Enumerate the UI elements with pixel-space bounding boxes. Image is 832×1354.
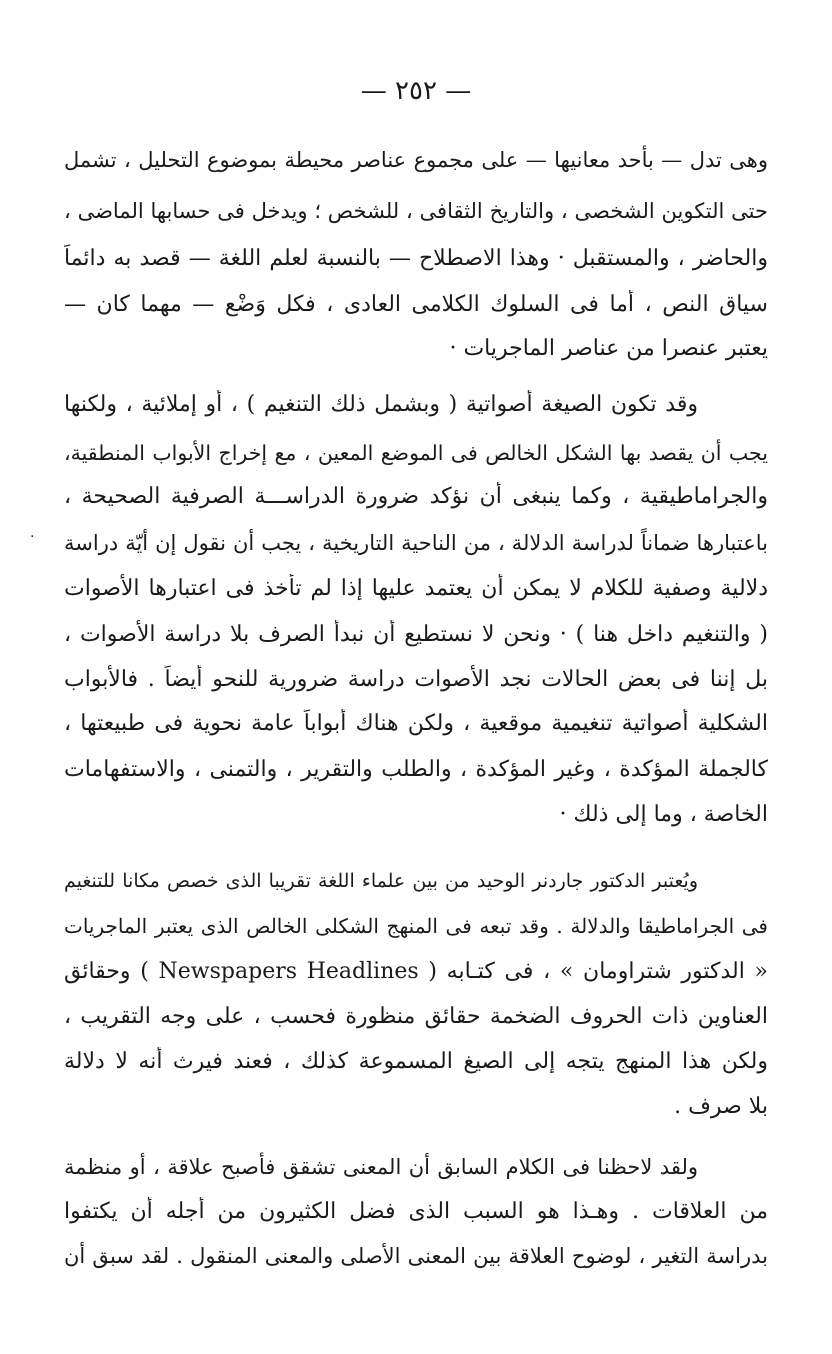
paragraph-3-line-3: « الدكتور شتراومان » ، فى كتـابه ( Newspapers Headlines ) وحقائق (64, 959, 768, 984)
paragraph-2-line-1: وقد تكون الصيغة أصواتية ( وبشمل ذلك التنغيم ) ، أو إملائية ، ولكنها (64, 392, 698, 417)
paragraph-4-line-3: بدراسة التغير ، لوضوح العلاقة بين المعنى الأصلى والمعنى المنقول . لقد سبق أن (64, 1244, 768, 1268)
page-number: — ٢٥٢ — (360, 76, 472, 106)
paragraph-3-line-4: العناوين ذات الحروف الضخمة حقائق منظورة فحسب ، على وجه التقريب ، (64, 1004, 768, 1029)
paragraph-2-line-7: بل إننا فى بعض الحالات نجد الأصوات دراسة ضرورية للنحو أيضاً . فالأبواب (64, 667, 768, 692)
paragraph-2-line-8: الشكلية أصواتية تنغيمية موقعية ، ولكن هناك أبواباً عامة نحوية فى طبيعتها ، (64, 711, 768, 736)
paragraph-3-line-1: ويُعتبر الدكتور جاردنر الوحيد من بين علماء اللغة تقريبا الذى خصص مكانا للتنغيم (64, 870, 698, 892)
paragraph-2-line-9: كالجملة المؤكدة ، وغير المؤكدة ، والطلب والتقرير ، والتمنى ، والاستفهامات (64, 757, 768, 782)
paragraph-1-line-4: سياق النص ، أما فى السلوك الكلامى العادى ، فكل وَضْع — مهما كان — (64, 292, 768, 317)
paragraph-2-line-4: باعتبارها ضماناً لدراسة الدلالة ، من الناحية التاريخية ، يجب أن نقول إن أيّة دراسة (64, 531, 768, 555)
paragraph-4-line-1: ولقد لاحظنا فى الكلام السابق أن المعنى تشقق فأصبح علاقة ، أو منظمة (64, 1155, 698, 1179)
margin-dot-mark: · (30, 529, 35, 545)
paragraph-4-line-2: من العلاقات . وهـذا هو السبب الذى فضل الكثيرون من أجله أن يكتفوا (64, 1199, 768, 1224)
paragraph-1-line-5: يعتبر عنصرا من عناصر الماجريات · (449, 336, 768, 361)
paragraph-1-line-1: وهى تدل — بأحد معانيها — على مجموع عناصر محيطة بموضوع التحليل ، تشمل (64, 148, 768, 172)
paragraph-1-line-2: حتى التكوين الشخصى ، والتاريخ الثقافى ، للشخص ؛ ويدخل فى حسابها الماضى ، (64, 199, 768, 223)
paragraph-2-line-5: دلالية وصفية للكلام لا يمكن أن يعتمد عليها إذا لم تأخذ فى اعتبارها الأصوات (64, 576, 768, 601)
paragraph-1-line-3: والحاضر ، والمستقبل · وهذا الاصطلاح — بالنسبة لعلم اللغة — قصد به دائماً (64, 246, 768, 271)
paragraph-2-line-3: والجراماطيقية ، وكما ينبغى أن نؤكد ضرورة الدراســـة الصرفية الصحيحة ، (64, 484, 768, 509)
paragraph-2-line-2: يجب أن يقصد بها الشكل الخالص فى الموضع المعين ، مع إخراج الأبواب المنطقية، (64, 441, 768, 465)
paragraph-3-line-5: ولكن هذا المنهج يتجه إلى الصيغ المسموعة كذلك ، فعند فيرث أنه لا دلالة (64, 1049, 768, 1074)
paragraph-3-line-6: بلا صرف . (674, 1094, 768, 1119)
paragraph-2-line-6: ( والتنغيم داخل هنا ) · ونحن لا نستطيع أن نبدأ الصرف بلا دراسة الأصوات ، (64, 622, 768, 647)
paragraph-2-line-10: الخاصة ، وما إلى ذلك · (559, 802, 768, 827)
paragraph-3-line-2: فى الجراماطيقا والدلالة . وقد تبعه فى المنهج الشكلى الخالص الذى يعتبر الماجريات (64, 914, 768, 938)
